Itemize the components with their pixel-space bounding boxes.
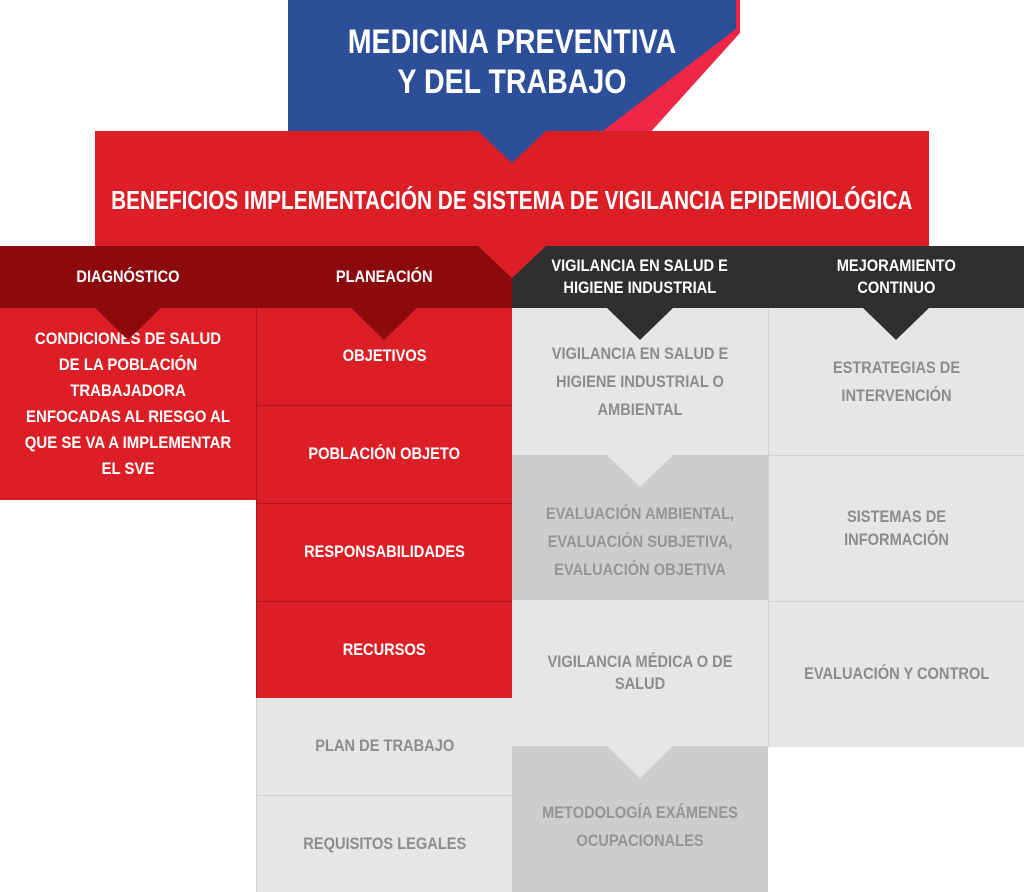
column-header-label-line-1: MEJORAMIENTO <box>836 256 956 275</box>
planeacion-item <box>256 796 512 892</box>
column-header-planeacion <box>256 246 512 308</box>
page-title-line-2: Y DEL TRABAJO <box>397 63 627 101</box>
column-header-mejoramiento <box>768 246 1024 308</box>
column-header-diagnostico <box>0 246 256 308</box>
planeacion-item-text: REQUISITOS LEGALES <box>302 833 467 853</box>
mejoramiento-item-text: ESTRATEGIAS DE INTERVENCIÓN <box>832 357 961 405</box>
column-header-label: DIAGNÓSTICO <box>76 266 180 286</box>
mejoramiento-item <box>768 602 1024 747</box>
vigilancia-item-text: METODOLOGÍA EXÁMENES OCUPACIONALES <box>542 803 738 850</box>
planeacion-item-text: RESPONSABILIDADES <box>304 542 465 562</box>
subtitle-text: BENEFICIOS IMPLEMENTACIÓN DE SISTEMA DE VIGILANCIA EPIDEMIOLÓGICA <box>111 185 913 216</box>
planeacion-item <box>256 698 512 796</box>
diagnostico-item-text: CONDICIONES DE SALUD DE LA POBLACIÓN TRABAJADORA ENFOCADAS AL RIESGO AL QUE SE VA A IMPLEMENTAR EL SVE <box>24 329 232 478</box>
column-header-label-line-2: HIGIENE INDUSTRIAL <box>563 278 717 297</box>
planeacion-item-text: RECURSOS <box>343 639 426 659</box>
planeacion-item-text: PLAN DE TRABAJO <box>315 736 454 756</box>
planeacion-item-text: POBLACIÓN OBJETO <box>308 444 461 464</box>
page-title <box>324 22 700 102</box>
mejoramiento-item-text: SISTEMAS DE INFORMACIÓN <box>844 507 949 549</box>
page-title-line-1: MEDICINA PREVENTIVA <box>347 23 677 61</box>
column-header-label-line-1: VIGILANCIA EN SALUD E <box>551 256 729 275</box>
flow-pointer <box>607 455 673 487</box>
header-pointer-vigilancia <box>607 308 673 340</box>
vigilancia-item-text: EVALUACIÓN AMBIENTAL, EVALUACIÓN SUBJETIVA, EVALUACIÓN OBJETIVA <box>545 503 735 579</box>
mejoramiento-item-text: EVALUACIÓN Y CONTROL <box>803 664 990 684</box>
column-header-label: PLANEACIÓN <box>335 266 433 286</box>
planeacion-item-text: OBJETIVOS <box>342 346 427 366</box>
mejoramiento-item <box>768 456 1024 602</box>
header-pointer-mejoramiento <box>863 308 929 340</box>
header-pointer-planeacion <box>351 308 417 340</box>
vigilancia-item-text: VIGILANCIA EN SALUD E HIGIENE INDUSTRIAL O AMBIENTAL <box>551 343 729 419</box>
column-header-vigilancia <box>512 246 768 308</box>
planeacion-item <box>256 504 512 602</box>
vigilancia-item <box>512 600 768 746</box>
flow-pointer <box>607 746 673 778</box>
column-header-label-line-2: CONTINUO <box>857 278 935 297</box>
header-pointer-diagnostico <box>95 308 161 340</box>
vigilancia-item-text: VIGILANCIA MÉDICA O DE SALUD <box>547 651 733 693</box>
planeacion-item <box>256 602 512 698</box>
planeacion-item <box>256 406 512 504</box>
